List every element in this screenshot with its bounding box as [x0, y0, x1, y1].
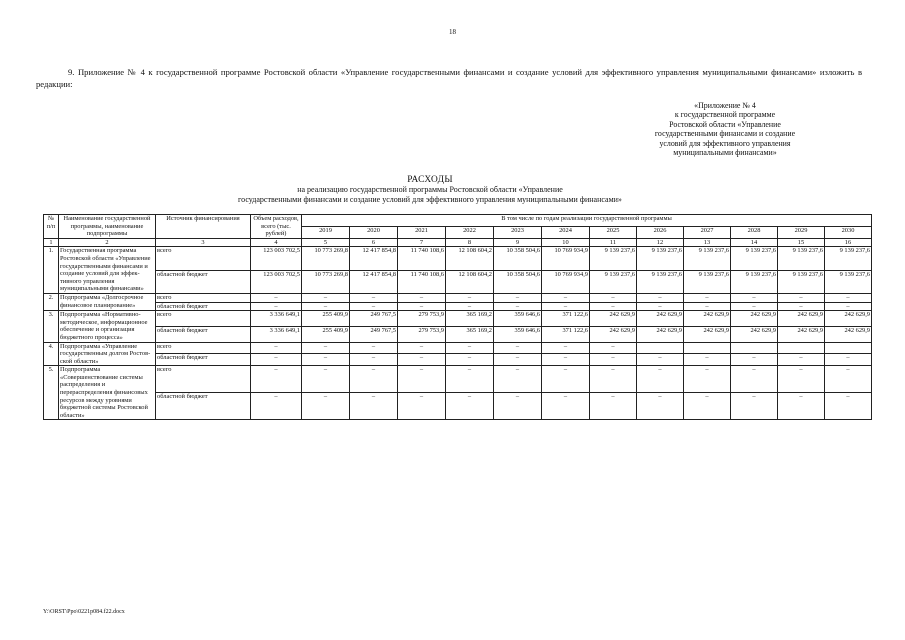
- year-value-cell: 12 417 854,8: [350, 270, 398, 293]
- appendix-label: [620, 101, 830, 157]
- table-row: [44, 247, 872, 270]
- column-number: 15: [778, 238, 825, 247]
- year-value-cell: 9 139 237,6: [731, 247, 778, 270]
- year-value-cell: 10 769 934,9: [542, 247, 590, 270]
- year-value-cell: –: [494, 354, 542, 366]
- year-value-cell: 359 646,6: [494, 311, 542, 327]
- year-value-cell: –: [398, 293, 446, 302]
- year-value-cell: 10 358 504,6: [494, 247, 542, 270]
- header-year: 2028: [731, 226, 778, 238]
- header-year: 2025: [590, 226, 637, 238]
- year-value-cell: –: [302, 302, 350, 311]
- header-year: 2026: [637, 226, 684, 238]
- year-value-cell: –: [542, 293, 590, 302]
- appendix-line: «Приложение № 4: [694, 101, 756, 110]
- table-row: [44, 293, 872, 302]
- funding-source: всего: [156, 311, 251, 327]
- year-value-cell: –: [494, 366, 542, 393]
- year-value-cell: 10 773 269,8: [302, 270, 350, 293]
- header-name: Наименование государственной программы, наименование подпрограммы: [59, 215, 156, 239]
- year-value-cell: 242 629,9: [778, 326, 825, 342]
- year-value-cell: –: [825, 393, 872, 420]
- program-name: Подпрограмма «Долгосрочное финансовое планирование»: [59, 293, 156, 310]
- expenses-table: [43, 214, 872, 420]
- year-value-cell: –: [494, 293, 542, 302]
- year-value-cell: 11 740 108,6: [398, 270, 446, 293]
- year-value-cell: 255 409,9: [302, 311, 350, 327]
- year-value-cell: –: [350, 366, 398, 393]
- year-value-cell: –: [302, 393, 350, 420]
- funding-source: областной бюджет: [156, 270, 251, 293]
- appendix-line: государственными финансами и создание: [654, 129, 796, 139]
- column-number: 1: [44, 238, 59, 247]
- year-value-cell: –: [731, 393, 778, 420]
- year-value-cell: –: [350, 393, 398, 420]
- appendix-line: условий для эффективного управления: [659, 138, 791, 148]
- year-value-cell: –: [825, 302, 872, 311]
- year-value-cell: 242 629,9: [637, 326, 684, 342]
- year-value-cell: –: [778, 302, 825, 311]
- total-volume-cell: –: [251, 354, 302, 366]
- year-value-cell: –: [446, 342, 494, 354]
- year-value-cell: –: [494, 342, 542, 354]
- program-name: Подпрограмма «Нормативно-методическое, информационное обеспечение и организация бюджетного процесса»: [59, 311, 156, 342]
- year-value-cell: 9 139 237,6: [590, 270, 637, 293]
- header-year: 2024: [542, 226, 590, 238]
- year-value-cell: –: [590, 342, 637, 354]
- year-value-cell: –: [350, 302, 398, 311]
- table-row: [44, 354, 872, 366]
- year-value-cell: 9 139 237,6: [731, 270, 778, 293]
- file-path-footer: Y:\ORST\Ppo\0221p084.f22.docx: [43, 609, 125, 615]
- year-value-cell: 9 139 237,6: [637, 270, 684, 293]
- row-number: 1.: [44, 247, 59, 294]
- column-number: 2: [59, 238, 156, 247]
- year-value-cell: –: [446, 393, 494, 420]
- year-value-cell: –: [446, 354, 494, 366]
- intro-paragraph: 9. Приложение № 4 к государственной программе Ростовской области «Управление государственными финансами и создание условий для эффективного управления муниципальными финансами» изложить в редакции:: [36, 67, 862, 89]
- header-years-group: В том числе по годам реализации государственной программы: [302, 215, 872, 227]
- header-num: № п/п: [44, 215, 59, 239]
- document-title: [150, 176, 710, 204]
- year-value-cell: –: [398, 393, 446, 420]
- year-value-cell: 9 139 237,6: [825, 247, 872, 270]
- funding-source: областной бюджет: [156, 354, 251, 366]
- year-value-cell: 242 629,9: [590, 311, 637, 327]
- year-value-cell: [778, 342, 825, 354]
- year-value-cell: –: [446, 366, 494, 393]
- header-year: 2019: [302, 226, 350, 238]
- year-value-cell: –: [590, 302, 637, 311]
- year-value-cell: 242 629,9: [825, 326, 872, 342]
- year-value-cell: –: [542, 393, 590, 420]
- year-value-cell: –: [684, 354, 731, 366]
- year-value-cell: 10 769 934,9: [542, 270, 590, 293]
- title-subtitle-line1: на реализацию государственной программы Ростовской области «Управление: [297, 185, 563, 195]
- year-value-cell: 249 767,5: [350, 311, 398, 327]
- column-number: 13: [684, 238, 731, 247]
- year-value-cell: –: [684, 366, 731, 393]
- year-value-cell: 371 122,6: [542, 311, 590, 327]
- year-value-cell: 365 169,2: [446, 311, 494, 327]
- funding-source: всего: [156, 366, 251, 393]
- column-number: 7: [398, 238, 446, 247]
- appendix-line: Ростовской области «Управление: [669, 119, 781, 129]
- year-value-cell: –: [302, 342, 350, 354]
- total-volume-cell: –: [251, 302, 302, 311]
- year-value-cell: –: [302, 354, 350, 366]
- column-number: 14: [731, 238, 778, 247]
- year-value-cell: –: [637, 293, 684, 302]
- total-volume-cell: –: [251, 293, 302, 302]
- title-subtitle-line2: государственными финансами и создание условий для эффективного управления муниципальными финансами»: [238, 194, 622, 204]
- header-year: 2027: [684, 226, 731, 238]
- year-value-cell: –: [590, 293, 637, 302]
- year-value-cell: –: [637, 302, 684, 311]
- year-value-cell: 242 629,9: [684, 311, 731, 327]
- year-value-cell: [731, 342, 778, 354]
- year-value-cell: 9 139 237,6: [637, 247, 684, 270]
- year-value-cell: –: [778, 293, 825, 302]
- year-value-cell: –: [542, 302, 590, 311]
- year-value-cell: –: [350, 354, 398, 366]
- year-value-cell: –: [684, 393, 731, 420]
- header-year: 2020: [350, 226, 398, 238]
- header-year: 2023: [494, 226, 542, 238]
- year-value-cell: –: [637, 366, 684, 393]
- year-value-cell: 249 767,5: [350, 326, 398, 342]
- year-value-cell: –: [731, 366, 778, 393]
- year-value-cell: 242 629,9: [731, 311, 778, 327]
- column-number: 8: [446, 238, 494, 247]
- header-year: 2030: [825, 226, 872, 238]
- year-value-cell: –: [778, 393, 825, 420]
- year-value-cell: –: [778, 366, 825, 393]
- year-value-cell: 10 773 269,8: [302, 247, 350, 270]
- funding-source: всего: [156, 247, 251, 270]
- year-value-cell: –: [542, 366, 590, 393]
- funding-source: областной бюджет: [156, 326, 251, 342]
- year-value-cell: –: [731, 354, 778, 366]
- year-value-cell: –: [637, 393, 684, 420]
- appendix-line: муниципальными финансами»: [673, 148, 777, 158]
- year-value-cell: –: [398, 302, 446, 311]
- year-value-cell: –: [778, 354, 825, 366]
- year-value-cell: –: [825, 366, 872, 393]
- year-value-cell: –: [398, 354, 446, 366]
- year-value-cell: –: [350, 342, 398, 354]
- year-value-cell: –: [590, 393, 637, 420]
- year-value-cell: 10 358 504,6: [494, 270, 542, 293]
- header-year: 2029: [778, 226, 825, 238]
- year-value-cell: –: [684, 302, 731, 311]
- appendix-line: к государственной программе: [674, 110, 776, 120]
- table-row: [44, 311, 872, 327]
- year-value-cell: [825, 342, 872, 354]
- table-row: [44, 270, 872, 293]
- year-value-cell: 9 139 237,6: [590, 247, 637, 270]
- column-number: 6: [350, 238, 398, 247]
- year-value-cell: 371 122,6: [542, 326, 590, 342]
- row-number: 5.: [44, 366, 59, 420]
- column-number: 5: [302, 238, 350, 247]
- total-volume-cell: –: [251, 393, 302, 420]
- year-value-cell: –: [302, 366, 350, 393]
- year-value-cell: –: [731, 293, 778, 302]
- total-volume-cell: 123 003 702,5: [251, 270, 302, 293]
- year-value-cell: 9 139 237,6: [778, 270, 825, 293]
- year-value-cell: 12 108 604,2: [446, 270, 494, 293]
- program-name: Подпрограмма «Управление государственным долгом Ростовской области»: [59, 342, 156, 366]
- year-value-cell: 242 629,9: [731, 326, 778, 342]
- column-number: 16: [825, 238, 872, 247]
- year-value-cell: –: [542, 354, 590, 366]
- year-value-cell: –: [446, 302, 494, 311]
- year-value-cell: –: [494, 302, 542, 311]
- title-main: РАСХОДЫ: [407, 175, 453, 185]
- total-volume-cell: 3 336 649,1: [251, 311, 302, 327]
- header-source: Источник финансирования: [156, 215, 251, 239]
- column-number: 10: [542, 238, 590, 247]
- column-number: 4: [251, 238, 302, 247]
- total-volume-cell: –: [251, 342, 302, 354]
- column-numbers-row: [44, 238, 872, 247]
- year-value-cell: 279 753,9: [398, 326, 446, 342]
- year-value-cell: –: [825, 293, 872, 302]
- year-value-cell: –: [590, 354, 637, 366]
- row-number: 3.: [44, 311, 59, 342]
- year-value-cell: –: [542, 342, 590, 354]
- header-year: 2022: [446, 226, 494, 238]
- year-value-cell: 255 409,9: [302, 326, 350, 342]
- year-value-cell: 359 646,6: [494, 326, 542, 342]
- total-volume-cell: 3 336 649,1: [251, 326, 302, 342]
- column-number: 12: [637, 238, 684, 247]
- year-value-cell: –: [637, 354, 684, 366]
- year-value-cell: –: [731, 302, 778, 311]
- year-value-cell: 9 139 237,6: [684, 270, 731, 293]
- row-number: 2.: [44, 293, 59, 310]
- funding-source: областной бюджет: [156, 393, 251, 420]
- column-number: 9: [494, 238, 542, 247]
- row-number: 4.: [44, 342, 59, 366]
- table-row: [44, 302, 872, 311]
- year-value-cell: –: [590, 366, 637, 393]
- total-volume-cell: 123 003 702,5: [251, 247, 302, 270]
- column-number: 3: [156, 238, 251, 247]
- funding-source: всего: [156, 342, 251, 354]
- year-value-cell: –: [684, 293, 731, 302]
- year-value-cell: 242 629,9: [637, 311, 684, 327]
- page-number: 18: [449, 28, 456, 36]
- year-value-cell: –: [350, 293, 398, 302]
- year-value-cell: 9 139 237,6: [778, 247, 825, 270]
- year-value-cell: 242 629,9: [684, 326, 731, 342]
- funding-source: областной бюджет: [156, 302, 251, 311]
- year-value-cell: 242 629,9: [590, 326, 637, 342]
- year-value-cell: 11 740 108,6: [398, 247, 446, 270]
- table-row: [44, 366, 872, 393]
- year-value-cell: 279 753,9: [398, 311, 446, 327]
- year-value-cell: [684, 342, 731, 354]
- year-value-cell: 12 108 604,2: [446, 247, 494, 270]
- table-row: [44, 393, 872, 420]
- year-value-cell: 242 629,9: [778, 311, 825, 327]
- funding-source: всего: [156, 293, 251, 302]
- year-value-cell: 242 629,9: [825, 311, 872, 327]
- header-volume: Объем расходов, всего (тыс. рублей): [251, 215, 302, 239]
- year-value-cell: –: [446, 293, 494, 302]
- program-name: Государственная программа Ростовской области «Управление государственными финансами и создание условий для эффективного управления муниципальными финансами»: [59, 247, 156, 294]
- table-row: [44, 342, 872, 354]
- column-number: 11: [590, 238, 637, 247]
- year-value-cell: –: [302, 293, 350, 302]
- total-volume-cell: –: [251, 366, 302, 393]
- year-value-cell: –: [398, 342, 446, 354]
- year-value-cell: 9 139 237,6: [684, 247, 731, 270]
- year-value-cell: 9 139 237,6: [825, 270, 872, 293]
- year-value-cell: 365 169,2: [446, 326, 494, 342]
- table-body: [44, 238, 872, 420]
- header-year: 2021: [398, 226, 446, 238]
- year-value-cell: –: [825, 354, 872, 366]
- year-value-cell: –: [398, 366, 446, 393]
- table-row: [44, 326, 872, 342]
- year-value-cell: –: [494, 393, 542, 420]
- program-name: Подпрограмма «Совершенствование системы распределения и перераспределения финансовых ресурсов между уровнями бюджетной системы Ростовской области»: [59, 366, 156, 420]
- year-value-cell: [637, 342, 684, 354]
- year-value-cell: 12 417 854,8: [350, 247, 398, 270]
